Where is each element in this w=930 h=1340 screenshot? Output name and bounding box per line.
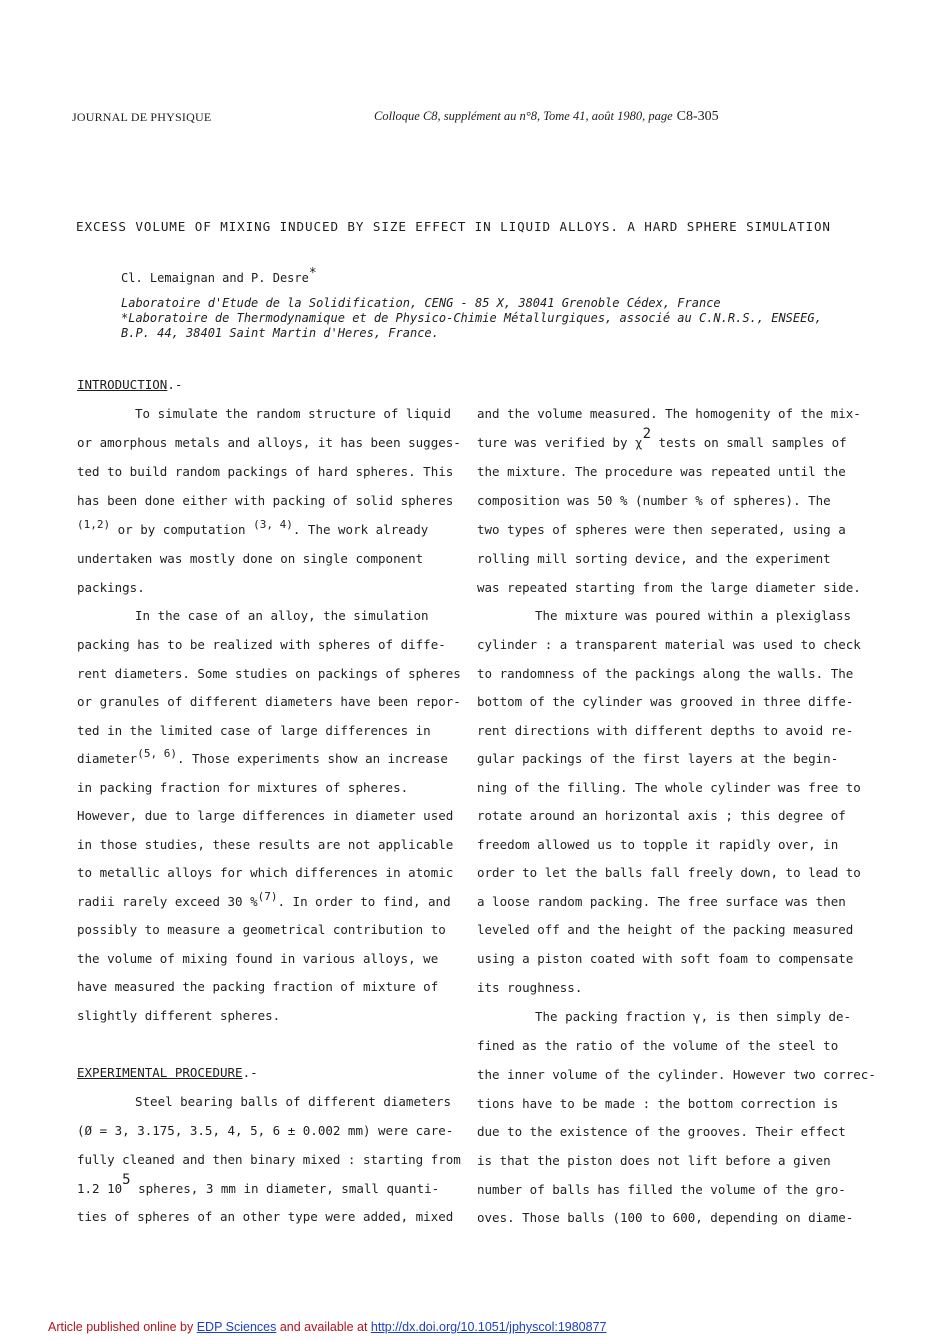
body-line: is that the piston does not lift before a given — [477, 1153, 831, 1168]
text-segment: . In order to find, and — [277, 894, 451, 909]
body-line: was repeated starting from the large diameter side. — [477, 580, 861, 595]
body-line-citation — [77, 890, 451, 909]
affiliation-3: B.P. 44, 38401 Saint Martin d'Heres, France. — [121, 326, 439, 340]
body-line: its roughness. — [477, 980, 583, 995]
author-mark: * — [308, 266, 317, 281]
body-line: to randomness of the packings along the walls. The — [477, 666, 854, 681]
exponent: 2 — [642, 426, 652, 442]
body-line: rent directions with different depths to avoid re- — [477, 723, 854, 738]
citation-ref: (5, 6) — [137, 747, 177, 760]
experimental-heading — [77, 1065, 258, 1080]
body-line: or granules of different diameters have been repor- — [77, 694, 461, 709]
body-line: (Ø = 3, 3.175, 3.5, 4, 5, 6 ± 0.002 mm) were care- — [77, 1123, 454, 1138]
body-line: slightly different spheres. — [77, 1008, 281, 1023]
journal-name: JOURNAL DE PHYSIQUE — [72, 110, 212, 124]
body-line: cylinder : a transparent material was used to check — [477, 637, 861, 652]
body-line: in packing fraction for mixtures of spheres. — [77, 780, 409, 795]
text-segment: radii rarely exceed 30 % — [77, 894, 258, 909]
body-line: tions have to be made : the bottom correction is — [477, 1096, 839, 1111]
heading-suffix: .- — [167, 377, 183, 392]
body-line: ted in the limited case of large differences in — [77, 723, 431, 738]
body-line: The mixture was poured within a plexiglass — [535, 608, 852, 623]
affiliation-2: *Laboratoire de Thermodynamique et de Physico-Chimie Métallurgiques, associé au C.N.R.S., ENSEEG, — [121, 311, 822, 325]
text-segment: . The work already — [292, 522, 429, 537]
body-line-exponent — [77, 1172, 440, 1197]
body-line: packings. — [77, 580, 145, 595]
body-line: ted to build random packings of hard spheres. This — [77, 464, 454, 479]
body-line: a loose random packing. The free surface was then — [477, 894, 846, 909]
body-line: has been done either with packing of solid spheres — [77, 493, 454, 508]
citation-text: Colloque C8, supplément au n°8, Tome 41, août 1980, page — [374, 109, 673, 123]
page-number: C8-305 — [676, 109, 719, 124]
body-line: However, due to large differences in diameter used — [77, 808, 454, 823]
body-line: the volume of mixing found in various alloys, we — [77, 951, 439, 966]
text-segment: 1.2 10 — [77, 1181, 123, 1196]
author-names: Cl. Lemaignan and P. Desre — [121, 271, 309, 285]
heading-text: EXPERIMENTAL PROCEDURE — [77, 1065, 243, 1080]
body-line: possibly to measure a geometrical contribution to — [77, 922, 446, 937]
introduction-heading — [77, 377, 182, 392]
body-line: using a piston coated with soft foam to compensate — [477, 951, 854, 966]
text-segment: . Those experiments show an increase — [176, 751, 448, 766]
body-line: composition was 50 % (number % of spheres). The — [477, 493, 831, 508]
body-line: rolling mill sorting device, and the experiment — [477, 551, 831, 566]
body-line-exponent — [477, 426, 847, 451]
body-line: two types of spheres were then seperated, using a — [477, 522, 846, 537]
body-line: gular packings of the first layers at the begin- — [477, 751, 839, 766]
footer-text: and available at — [276, 1320, 371, 1334]
edp-sciences-link[interactable]: EDP Sciences — [196, 1320, 277, 1334]
exponent: 5 — [122, 1172, 131, 1188]
body-line: or amorphous metals and alloys, it has been sugges- — [77, 435, 461, 450]
citation-header — [374, 109, 719, 125]
footer-text: Article published online by — [48, 1320, 197, 1334]
body-line: rotate around an horizontal axis ; this degree of — [477, 808, 846, 823]
doi-link[interactable]: http://dx.doi.org/10.1051/jphyscol:1980877 — [370, 1320, 607, 1334]
body-line: rent diameters. Some studies on packings of spheres — [77, 666, 461, 681]
publication-footer — [48, 1320, 606, 1334]
body-line: packing has to be realized with spheres of diffe- — [77, 637, 446, 652]
body-line-citation — [77, 747, 448, 766]
body-line-citations — [77, 518, 429, 537]
body-line: due to the existence of the grooves. Their effect — [477, 1124, 846, 1139]
body-line: ning of the filling. The whole cylinder was free to — [477, 780, 861, 795]
text-segment: or by computation — [110, 522, 254, 537]
citation-ref: (3, 4) — [253, 518, 293, 531]
body-line: the mixture. The procedure was repeated until the — [477, 464, 846, 479]
citation-ref: (7) — [257, 890, 278, 903]
body-line: undertaken was mostly done on single component — [77, 551, 424, 566]
affiliation-1: Laboratoire d'Etude de la Solidification, CENG - 85 X, 38041 Grenoble Cédex, France — [121, 296, 721, 310]
heading-text: INTRODUCTION — [77, 377, 168, 392]
body-line: have measured the packing fraction of mixture of — [77, 979, 439, 994]
body-line: Steel bearing balls of different diameters — [135, 1094, 452, 1109]
body-line: ties of spheres of an other type were added, mixed — [77, 1209, 454, 1224]
body-line: fined as the ratio of the volume of the steel to — [477, 1038, 839, 1053]
citation-ref: (1,2) — [77, 518, 111, 531]
body-line: order to let the balls fall freely down, to lead to — [477, 865, 861, 880]
body-line: number of balls has filled the volume of the gro- — [477, 1182, 846, 1197]
text-segment: tests on small samples of — [651, 435, 847, 450]
body-line: In the case of an alloy, the simulation — [135, 608, 429, 623]
text-segment: diameter — [77, 751, 138, 766]
body-line: To simulate the random structure of liquid — [135, 406, 452, 421]
body-line: The packing fraction γ, is then simply de- — [535, 1009, 852, 1024]
body-line: and the volume measured. The homogenity of the mix- — [477, 406, 861, 421]
authors — [121, 266, 317, 285]
article-title: EXCESS VOLUME OF MIXING INDUCED BY SIZE EFFECT IN LIQUID ALLOYS. A HARD SPHERE SIMULATION — [76, 219, 831, 234]
heading-suffix: .- — [242, 1065, 258, 1080]
body-line: oves. Those balls (100 to 600, depending on diame- — [477, 1210, 854, 1225]
body-line: leveled off and the height of the packing measured — [477, 922, 854, 937]
text-segment: ture was verified by χ — [477, 435, 643, 450]
body-line: bottom of the cylinder was grooved in three diffe- — [477, 694, 854, 709]
text-segment: spheres, 3 mm in diameter, small quanti- — [130, 1181, 440, 1196]
body-line: in those studies, these results are not applicable — [77, 837, 454, 852]
body-line: the inner volume of the cylinder. However two correc- — [477, 1067, 876, 1082]
body-line: to metallic alloys for which differences in atomic — [77, 865, 454, 880]
body-line: fully cleaned and then binary mixed : starting from — [77, 1152, 461, 1167]
body-line: freedom allowed us to topple it rapidly over, in — [477, 837, 839, 852]
